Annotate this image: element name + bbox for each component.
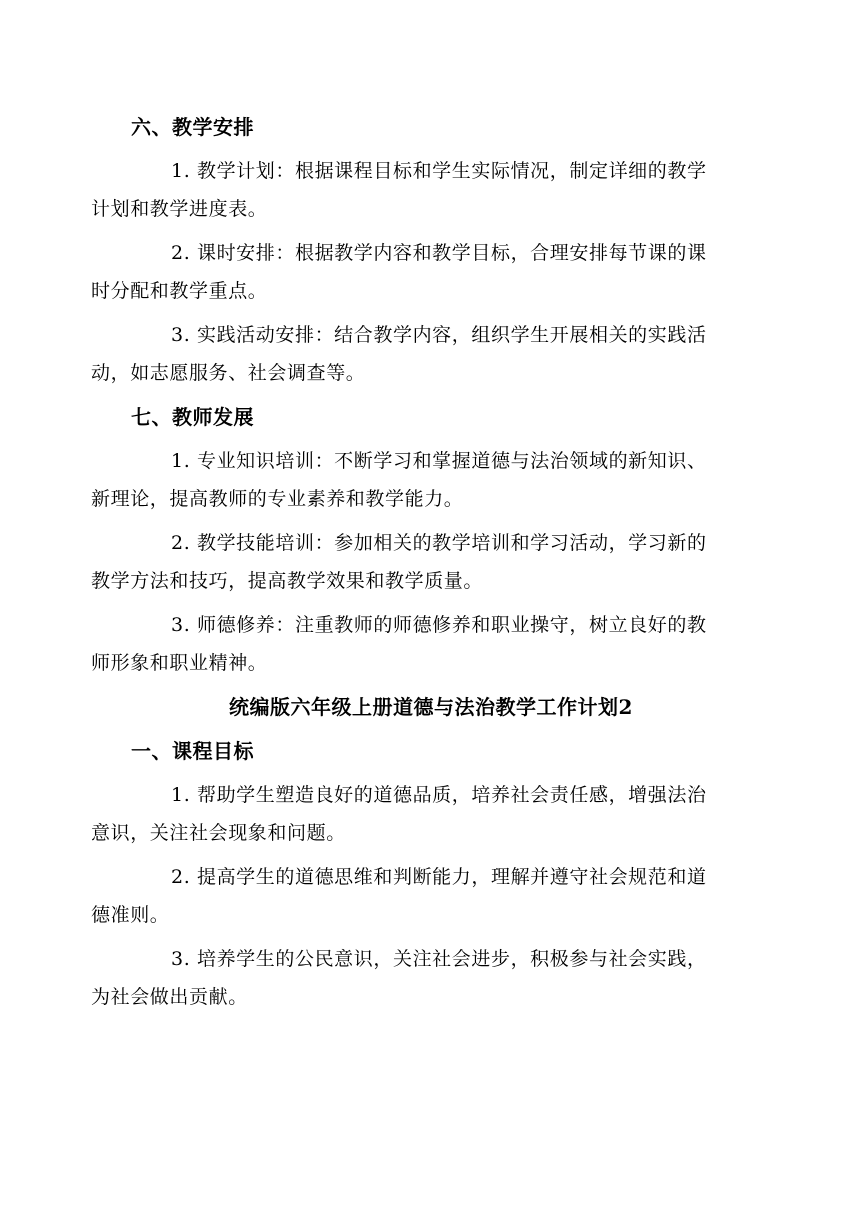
paragraph-line: 3. 师德修养：注重教师的师德修养和职业操守，树立良好的教 xyxy=(171,614,707,636)
list-item xyxy=(91,442,731,518)
list-item xyxy=(91,776,731,852)
document-body xyxy=(91,108,731,1022)
paragraph-line: 动，如志愿服务、社会调查等。 xyxy=(91,362,366,384)
paragraph-line: 1. 帮助学生塑造良好的道德品质，培养社会责任感，增强法治 xyxy=(171,784,707,806)
list-item xyxy=(91,152,731,228)
paragraph-line: 2. 提高学生的道德思维和判断能力，理解并遵守社会规范和道 xyxy=(171,866,707,888)
section-heading-course-goals: 一、课程目标 xyxy=(131,739,254,763)
paragraph-line: 时分配和教学重点。 xyxy=(91,280,268,302)
paragraph-line: 1. 专业知识培训：不断学习和掌握道德与法治领域的新知识、 xyxy=(171,450,707,472)
document-title: 统编版六年级上册道德与法治教学工作计划2 xyxy=(229,695,633,719)
paragraph-line: 3. 培养学生的公民意识，关注社会进步，积极参与社会实践， xyxy=(171,948,707,970)
list-item xyxy=(91,524,731,600)
paragraph-line: 2. 课时安排：根据教学内容和教学目标，合理安排每节课的课 xyxy=(171,242,707,264)
paragraph-line: 教学方法和技巧，提高教学效果和教学质量。 xyxy=(91,570,484,592)
list-item xyxy=(91,234,731,310)
paragraph-line: 为社会做出贡献。 xyxy=(91,986,248,1008)
list-item xyxy=(91,940,731,1016)
section-heading-teacher-development: 七、教师发展 xyxy=(131,405,254,429)
list-item xyxy=(91,316,731,392)
paragraph-line: 意识，关注社会现象和问题。 xyxy=(91,822,346,844)
paragraph-line: 2. 教学技能培训：参加相关的教学培训和学习活动，学习新的 xyxy=(171,532,707,554)
paragraph-line: 新理论，提高教师的专业素养和教学能力。 xyxy=(91,488,464,510)
paragraph-line: 德准则。 xyxy=(91,904,170,926)
list-item xyxy=(91,858,731,934)
list-item xyxy=(91,606,731,682)
paragraph-line: 1. 教学计划：根据课程目标和学生实际情况，制定详细的教学 xyxy=(171,160,707,182)
paragraph-line: 计划和教学进度表。 xyxy=(91,198,268,220)
paragraph-line: 3. 实践活动安排：结合教学内容，组织学生开展相关的实践活 xyxy=(171,324,707,346)
section-heading-teaching-arrangement: 六、教学安排 xyxy=(131,115,254,139)
paragraph-line: 师形象和职业精神。 xyxy=(91,652,268,674)
